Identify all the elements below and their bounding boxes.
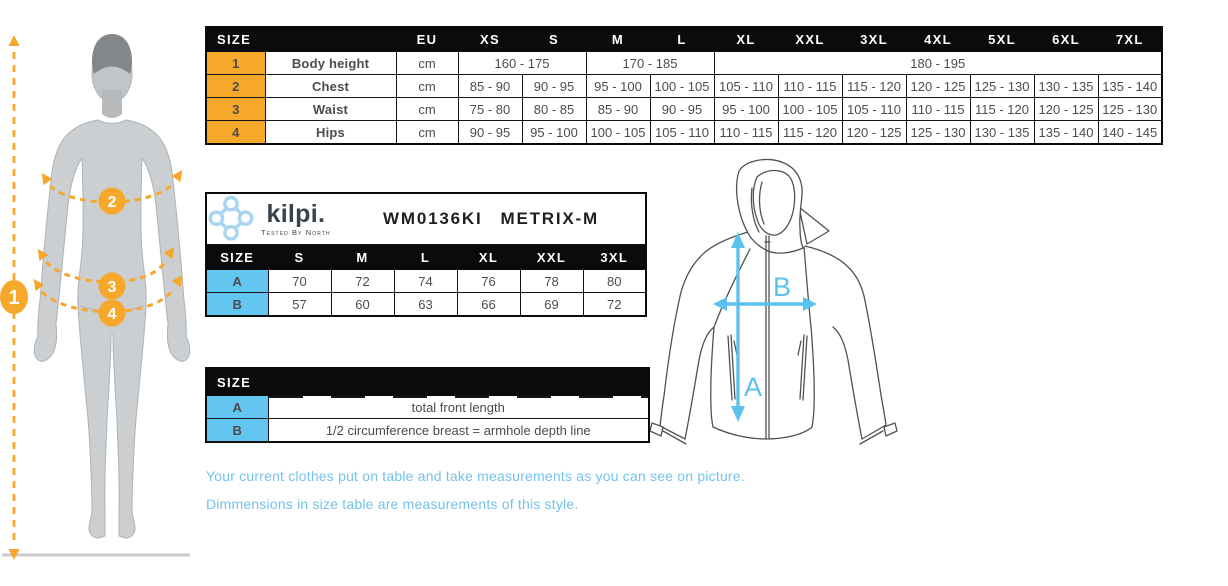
value-cell: 76 — [457, 270, 520, 293]
product-row-a — [206, 270, 646, 293]
size-header: SIZE — [206, 245, 268, 270]
size-header: SIZE — [206, 27, 396, 52]
value-cell: 90 - 95 — [650, 98, 714, 121]
size-col-header: 7XL — [1098, 27, 1162, 52]
value-cell: 120 - 125 — [906, 75, 970, 98]
value-cell: 90 - 95 — [458, 121, 522, 145]
value-cell: 105 - 110 — [842, 98, 906, 121]
value-cell: 63 — [394, 293, 457, 317]
value-cell: 90 - 95 — [522, 75, 586, 98]
row-label-cell: Waist — [265, 98, 396, 121]
legend-row-b — [206, 419, 649, 443]
kilpi-knot-icon — [208, 194, 254, 244]
value-cell: 125 - 130 — [906, 121, 970, 145]
value-cell: 66 — [457, 293, 520, 317]
note-line-1: Your current clothes put on table and take measurements as you can see on picture. — [206, 468, 745, 484]
size-col-header: L — [650, 27, 714, 52]
value-cell: 110 - 115 — [906, 98, 970, 121]
value-cell: 180 - 195 — [714, 52, 1162, 75]
badge-2-label: 2 — [107, 194, 117, 211]
unit-cell: cm — [396, 98, 458, 121]
value-cell: 115 - 120 — [970, 98, 1034, 121]
measure-description: 1/2 circumference breast = armhole depth line — [268, 419, 649, 443]
value-cell: 130 - 135 — [1034, 75, 1098, 98]
size-col-header: S — [268, 245, 331, 270]
size-col-header: XS — [458, 27, 522, 52]
product-title — [338, 209, 644, 229]
value-cell: 57 — [268, 293, 331, 317]
value-cell: 74 — [394, 270, 457, 293]
value-cell: 120 - 125 — [1034, 98, 1098, 121]
value-cell: 85 - 90 — [458, 75, 522, 98]
size-col-header: S — [522, 27, 586, 52]
table-row-chest — [206, 75, 1162, 98]
size-col-header: M — [586, 27, 650, 52]
row-label-cell: Chest — [265, 75, 396, 98]
value-cell: 115 - 120 — [842, 75, 906, 98]
size-col-header: 3XL — [583, 245, 646, 270]
badge-3-label: 3 — [107, 279, 117, 296]
row-label-cell: Body height — [265, 52, 396, 75]
size-col-header: XL — [714, 27, 778, 52]
value-cell: 135 - 140 — [1098, 75, 1162, 98]
value-cell: 95 - 100 — [522, 121, 586, 145]
value-cell: 105 - 110 — [650, 121, 714, 145]
measure-description: total front length — [268, 396, 649, 419]
value-cell: 130 - 135 — [970, 121, 1034, 145]
value-cell: 100 - 105 — [778, 98, 842, 121]
value-cell: 80 — [583, 270, 646, 293]
jacket-diagram — [650, 158, 910, 458]
value-cell: 115 - 120 — [778, 121, 842, 145]
label-b: B — [772, 272, 792, 302]
table-row-hips — [206, 121, 1162, 145]
value-cell: 100 - 105 — [650, 75, 714, 98]
eu-header: EU — [396, 27, 458, 52]
legend-row-a — [206, 396, 649, 419]
product-header-cell — [206, 193, 646, 245]
measure-key-cell: B — [206, 419, 268, 443]
kilpi-logo — [208, 194, 338, 244]
size-col-header: L — [394, 245, 457, 270]
value-cell: 85 - 90 — [586, 98, 650, 121]
value-cell: 110 - 115 — [778, 75, 842, 98]
value-cell: 72 — [331, 270, 394, 293]
value-cell: 78 — [520, 270, 583, 293]
table-row-body-height — [206, 52, 1162, 75]
size-header: SIZE — [206, 368, 649, 396]
value-cell: 60 — [331, 293, 394, 317]
product-size-table — [205, 192, 647, 317]
measure-key-cell: A — [206, 270, 268, 293]
size-col-header: 3XL — [842, 27, 906, 52]
badge-1-label: 1 — [8, 287, 20, 309]
value-cell: 70 — [268, 270, 331, 293]
value-cell: 125 - 130 — [970, 75, 1034, 98]
body-size-table — [205, 26, 1163, 145]
size-col-header: M — [331, 245, 394, 270]
product-row-b — [206, 293, 646, 317]
row-number-cell: 2 — [206, 75, 265, 98]
note-line-2: Dimmensions in size table are measurements of this style. — [206, 496, 579, 512]
value-cell: 80 - 85 — [522, 98, 586, 121]
badge-4-label: 4 — [107, 306, 117, 323]
size-col-header: XL — [457, 245, 520, 270]
value-cell: 170 - 185 — [586, 52, 714, 75]
unit-cell: cm — [396, 121, 458, 145]
size-col-header: XXL — [778, 27, 842, 52]
unit-cell: cm — [396, 52, 458, 75]
size-col-header: XXL — [520, 245, 583, 270]
product-header-row — [206, 193, 646, 245]
measure-key-cell: B — [206, 293, 268, 317]
row-number-cell: 3 — [206, 98, 265, 121]
brand-tagline: Tested By North — [261, 227, 331, 237]
value-cell: 110 - 115 — [714, 121, 778, 145]
product-size-header-row — [206, 245, 646, 270]
value-cell: 135 - 140 — [1034, 121, 1098, 145]
size-col-header: 5XL — [970, 27, 1034, 52]
product-name: METRIX-M — [500, 209, 599, 228]
row-label-cell: Hips — [265, 121, 396, 145]
value-cell: 120 - 125 — [842, 121, 906, 145]
label-a: A — [743, 372, 763, 402]
table-row-waist — [206, 98, 1162, 121]
row-number-cell: 1 — [206, 52, 265, 75]
value-cell: 160 - 175 — [458, 52, 586, 75]
product-code: WM0136KI — [383, 209, 483, 228]
value-cell: 140 - 145 — [1098, 121, 1162, 145]
body-size-header-row — [206, 27, 1162, 52]
value-cell: 75 - 80 — [458, 98, 522, 121]
measurement-notes — [206, 462, 745, 518]
value-cell: 69 — [520, 293, 583, 317]
value-cell: 125 - 130 — [1098, 98, 1162, 121]
brand-name: kilpi. — [266, 199, 326, 228]
unit-cell: cm — [396, 75, 458, 98]
legend-header-row — [206, 368, 649, 396]
legend-table — [205, 367, 650, 443]
value-cell: 100 - 105 — [586, 121, 650, 145]
value-cell: 95 - 100 — [586, 75, 650, 98]
value-cell: 105 - 110 — [714, 75, 778, 98]
size-col-header: 6XL — [1034, 27, 1098, 52]
value-cell: 95 - 100 — [714, 98, 778, 121]
value-cell: 72 — [583, 293, 646, 317]
body-measurement-figure — [0, 25, 200, 565]
measure-key-cell: A — [206, 396, 268, 419]
row-number-cell: 4 — [206, 121, 265, 145]
size-col-header: 4XL — [906, 27, 970, 52]
